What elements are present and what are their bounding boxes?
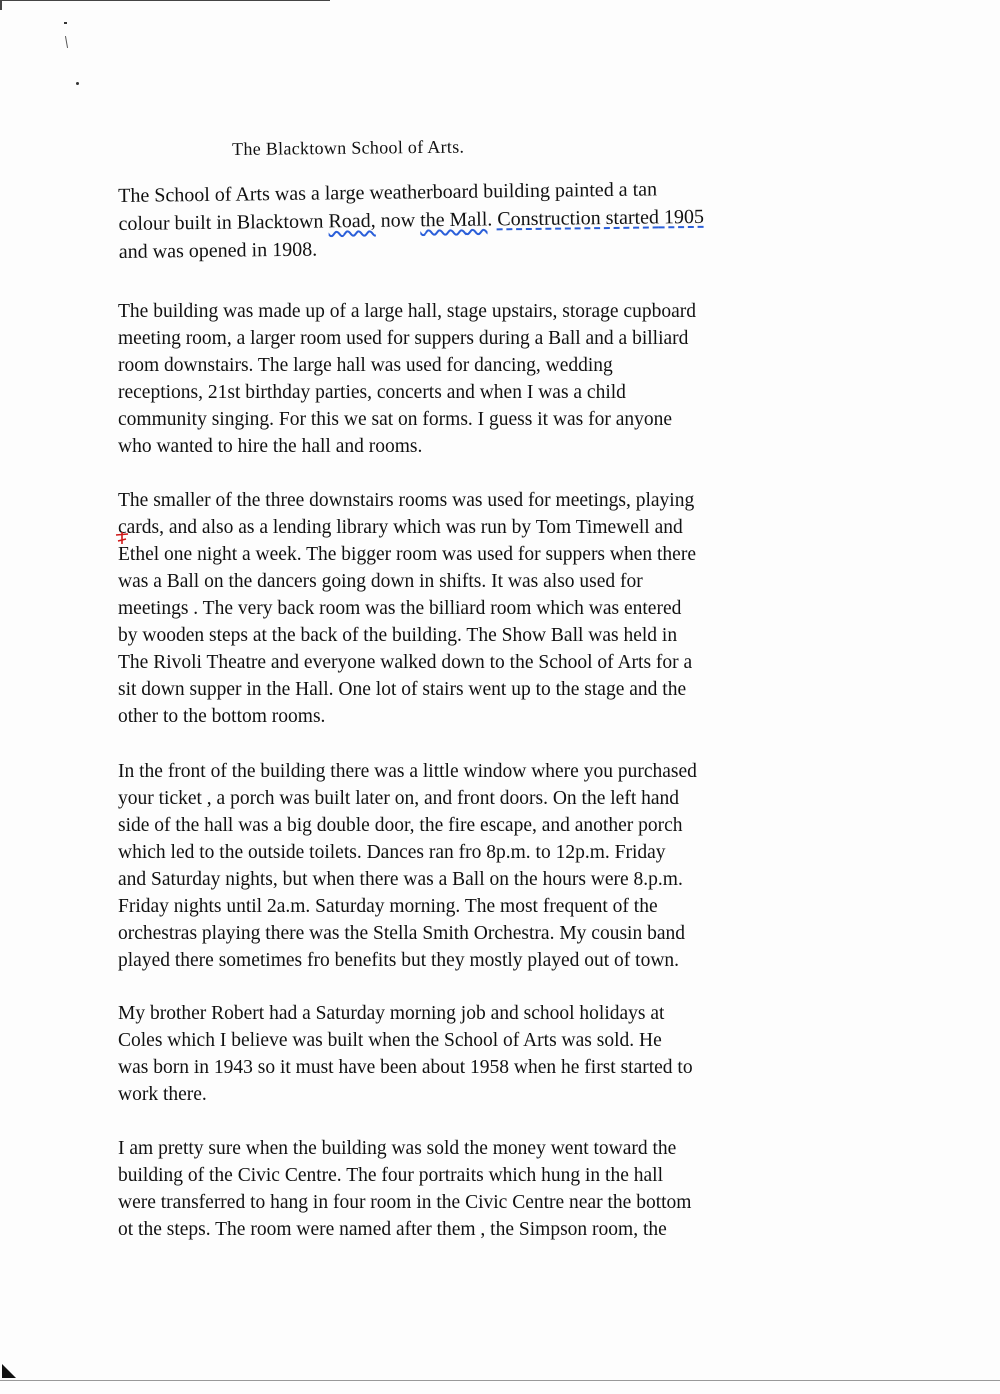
text-line: Coles which I believe was built when the School of Arts was sold. He bbox=[118, 1030, 662, 1051]
text-line: The building was made up of a large hall, stage upstairs, storage cupboard bbox=[118, 301, 696, 322]
text-line: orchestras playing there was the Stella Smith Orchestra. My cousin band bbox=[118, 923, 685, 944]
underlined-road: Road, bbox=[328, 209, 376, 233]
text-line: Friday nights until 2a.m. Saturday morning. The most frequent of the bbox=[118, 896, 658, 917]
scan-corner-mark bbox=[2, 1364, 16, 1378]
scan-speck bbox=[64, 22, 67, 24]
paragraph-5 bbox=[118, 1000, 818, 1108]
text-line: sit down supper in the Hall. One lot of stairs went up to the stage and the bbox=[118, 679, 687, 700]
paragraph-1 bbox=[118, 173, 819, 266]
scan-edge-top bbox=[0, 0, 330, 1]
text-line: other to the bottom rooms. bbox=[118, 706, 326, 727]
text-segment: . bbox=[487, 208, 498, 231]
text-line: The Rivoli Theatre and everyone walked down to the School of Arts for a bbox=[118, 652, 693, 673]
text-line: room downstairs. The large hall was used for dancing, wedding bbox=[118, 355, 613, 376]
text-line: The School of Arts was a large weatherboard building painted a tan bbox=[118, 178, 658, 207]
scan-edge-corner bbox=[0, 0, 2, 10]
text-line: played there sometimes fro benefits but they mostly played out of town. bbox=[118, 950, 680, 971]
text-line: side of the hall was a big double door, the fire escape, and another porch bbox=[118, 815, 683, 836]
text-line: which led to the outside toilets. Dances ran fro 8p.m. to 12p.m. Friday bbox=[118, 842, 666, 863]
text-segment: now bbox=[375, 209, 421, 232]
scan-edge-bottom bbox=[0, 1380, 1000, 1381]
text-line: were transferred to hang in four room in the Civic Centre near the bottom bbox=[118, 1192, 692, 1213]
text-line: community singing. For this we sat on forms. I guess it was for anyone bbox=[118, 409, 673, 430]
text-line: work there. bbox=[118, 1084, 207, 1105]
text-line: The smaller of the three downstairs rooms was used for meetings, playing bbox=[118, 490, 695, 511]
underlined-the-mall: the Mall bbox=[420, 208, 488, 232]
text-line: building of the Civic Centre. The four portraits which hung in the hall bbox=[118, 1165, 663, 1186]
text-line: was born in 1943 so it must have been about 1958 when he first started to bbox=[118, 1057, 693, 1078]
paragraph-3 bbox=[118, 487, 818, 730]
marked-letter-text: E bbox=[118, 544, 130, 565]
red-pen-mark-icon bbox=[114, 531, 130, 545]
text-line: ot the steps. The room were named after them , the Simpson room, the bbox=[118, 1219, 667, 1240]
scan-speck bbox=[76, 82, 79, 85]
text-line: your ticket , a porch was built later on, and front doors. On the left hand bbox=[118, 788, 680, 809]
text-line: meetings . The very back room was the billiard room which was entered bbox=[118, 598, 682, 619]
text-line: meeting room, a larger room used for suppers during a Ball and a billiard bbox=[118, 328, 689, 349]
underlined-construction-started: Construction started bbox=[497, 206, 660, 231]
text-line: cards, and also as a lending library which was run by Tom Timewell and bbox=[118, 517, 683, 538]
paragraph-6 bbox=[118, 1135, 818, 1243]
document-title: The Blacktown School of Arts. bbox=[232, 136, 465, 159]
text-line: In the front of the building there was a little window where you purchased bbox=[118, 761, 697, 782]
text-line: My brother Robert had a Saturday morning job and school holidays at bbox=[118, 1003, 665, 1024]
paragraph-4 bbox=[118, 758, 818, 974]
text-segment: thel one night a week. The bigger room was used for suppers when there bbox=[129, 544, 696, 565]
text-line: was a Ball on the dancers going down in shifts. It was also used for bbox=[118, 571, 643, 592]
marked-letter bbox=[118, 541, 130, 568]
text-line-with-red-mark bbox=[118, 541, 818, 568]
text-segment: colour built in Blacktown bbox=[118, 210, 329, 235]
text-line: receptions, 21st birthday parties, concerts and when I was a child bbox=[118, 382, 626, 403]
text-line: by wooden steps at the back of the building. The Show Ball was held in bbox=[118, 625, 678, 646]
paragraph-2 bbox=[118, 298, 818, 460]
text-line: I am pretty sure when the building was sold the money went toward the bbox=[118, 1138, 677, 1159]
scan-speck bbox=[65, 36, 68, 48]
underlined-year: 1905 bbox=[658, 205, 705, 229]
text-line: and was opened in 1908. bbox=[118, 238, 318, 263]
text-line: who wanted to hire the hall and rooms. bbox=[118, 436, 423, 457]
text-line: and Saturday nights, but when there was a Ball on the hours were 8.p.m. bbox=[118, 869, 683, 890]
